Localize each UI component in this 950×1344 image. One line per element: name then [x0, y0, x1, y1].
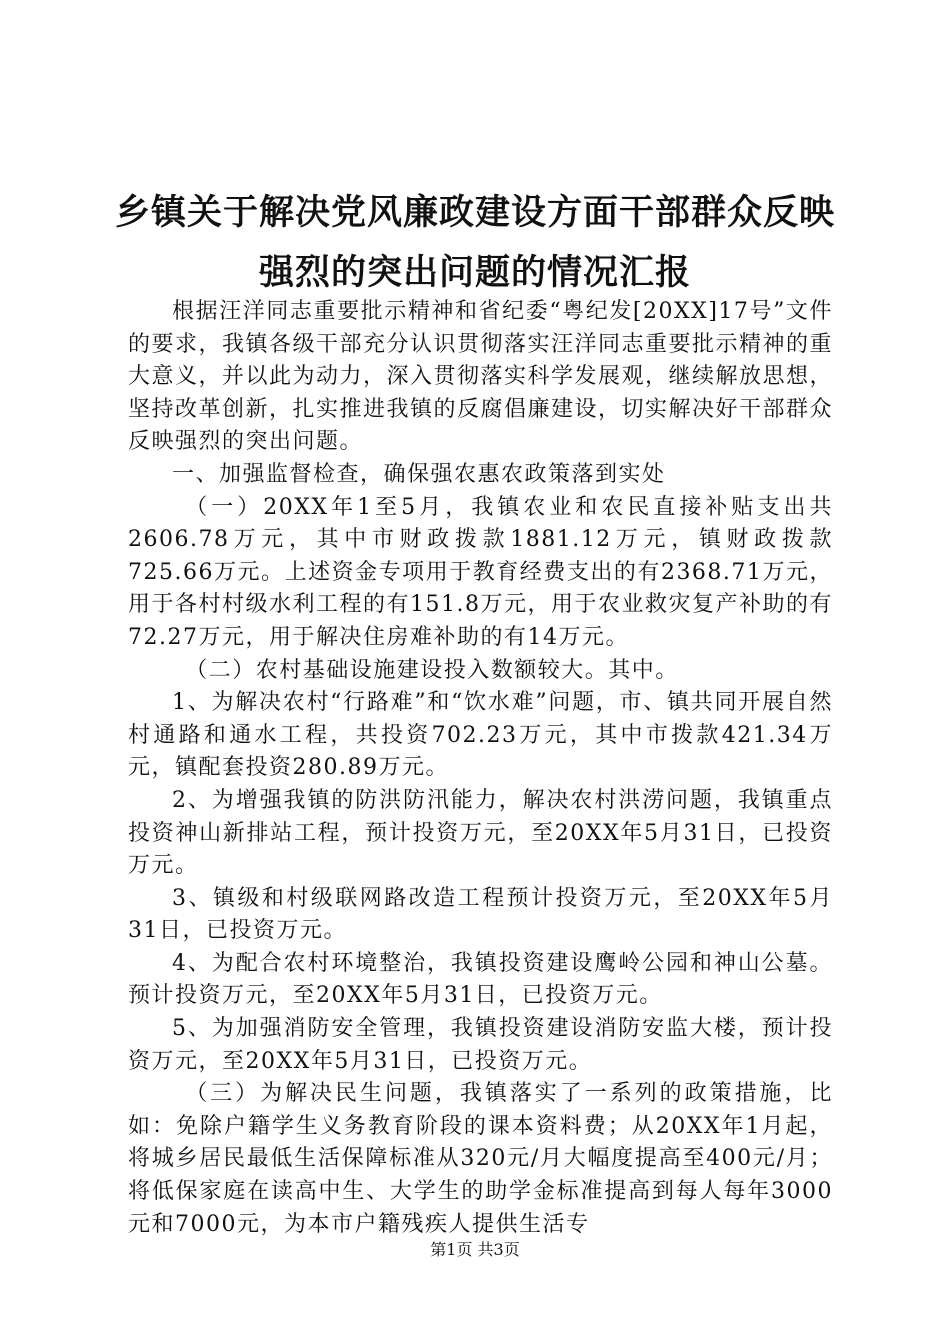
document-title-line-2: 强烈的突出问题的情况汇报 — [258, 253, 691, 293]
section-heading-1: 一、加强监督检查，确保强农惠农政策落到实处 — [172, 461, 666, 487]
paragraph-intro: 根据汪洋同志重要批示精神和省纪委“粤纪发[20XX]17号”文件的要求，我镇各级干部充分认识贯彻落实汪洋同志重要批示精神的重大意义，并以此为动力，深入贯彻落实科学发展观，继续解放思想，坚持改革创新，扎实推进我镇的反腐倡廉建设，切实解决好干部群众反映强烈的突出问题。 — [128, 299, 834, 455]
document-title-line-1: 乡镇关于解决党风廉政建设方面干部群众反映 — [114, 193, 835, 233]
paragraph-item-4: 4、为配合农村环境整治，我镇投资建设鹰岭公园和神山公墓。预计投资万元，至20XX年5月31日，已投资万元。 — [128, 950, 833, 1009]
paragraph-item-3: 3、镇级和村级联网路改造工程预计投资万元，至20XX年5月31日，已投资万元。 — [128, 885, 833, 944]
paragraph-subsection-1: （一）20XX年1至5月，我镇农业和农民直接补贴支出共2606.78万元，其中市财政拨款1881.12万元，镇财政拨款725.66万元。上述资金专项用于教育经费支出的有2368.71万元，用于各村村级水利工程的有151.8万元，用于农业救灾复产补助的有72.27万元，用于解决住房难补助的有14万元。 — [128, 494, 833, 650]
paragraph-subsection-2: （二）农村基础设施建设投入数额较大。其中。 — [185, 657, 679, 683]
document-body — [128, 296, 833, 1241]
paragraph-item-2: 2、为增强我镇的防洪防汛能力，解决农村洪涝问题，我镇重点投资神山新排站工程，预计投资万元，至20XX年5月31日，已投资万元。 — [128, 787, 833, 879]
page-footer: 第1页 共3页 — [430, 1240, 520, 1259]
paragraph-item-5: 5、为加强消防安全管理，我镇投资建设消防安监大楼，预计投资万元，至20XX年5月31日，已投资万元。 — [128, 1016, 833, 1074]
paragraph-subsection-3: （三）为解决民生问题，我镇落实了一系列的政策措施，比如：免除户籍学生义务教育阶段的课本资料费；从20XX年1月起，将城乡居民最低生活保障标准从320元/月大幅度提高至400元/月；将低保家庭在读高中生、大学生的助学金标准提高到每人每年3000元和7000元，为本市户籍残疾人提供生活专 — [128, 1081, 833, 1237]
paragraph-item-1: 1、为解决农村“行路难”和“饮水难”问题，市、镇共同开展自然村通路和通水工程，共投资702.23万元，其中市拨款421.34万元，镇配套投资280.89万元。 — [128, 690, 833, 781]
